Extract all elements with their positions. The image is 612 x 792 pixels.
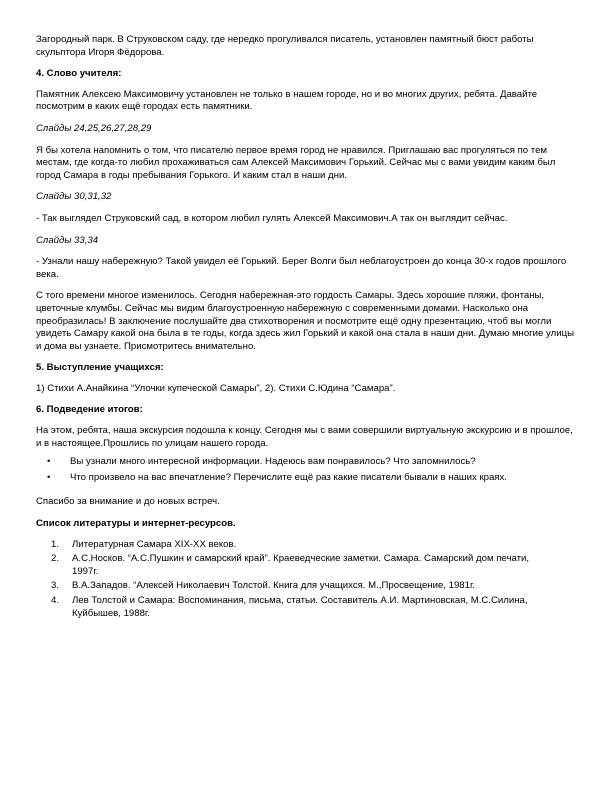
reference-item (51, 553, 576, 578)
reference-number: 2. (51, 553, 60, 565)
heading-references: Список литературы и интернет-ресурсов. (36, 518, 236, 530)
reference-number: 3. (51, 580, 60, 592)
reference-item (51, 538, 576, 552)
list-item-text: Что произвело на вас впечатление? Перечислите ещё раз какие писатели бывали в наших краях. (70, 471, 507, 483)
paragraph-park: Загородный парк. В Струковском саду, где нередко прогуливался писатель, установлен памятный бюст работы скульптора Игоря Фёдорова. (36, 34, 534, 58)
bullet-icon: • (47, 471, 51, 483)
reference-text: Лев Толстой и Самара: Воспоминания, письма, статьи. Составитель А.И. Мартиновская, М.С.Силина, Куйбышев, 1988г. (72, 595, 528, 619)
reference-list (36, 539, 576, 621)
paragraph-thanks: Спасибо за внимание и до новых встреч. (36, 496, 220, 508)
list-item (47, 471, 576, 485)
paragraph-conclusion: На этом, ребята, наша экскурсия подошла к концу. Сегодня мы с вами совершили виртуальную экскурсию и в прошлое, и в настоящее.Прошлись по улицам нашего города. (36, 425, 573, 449)
heading-summary: 6. Подведение итогов: (36, 404, 143, 416)
reference-text: А.С.Носков. “А.С.Пушкин и самарский край”. Краеведческие заметки. Самара. Самарский дом печати, 1997г. (72, 553, 529, 577)
reference-number: 1. (51, 538, 60, 550)
bullet-icon: • (47, 456, 51, 468)
list-item (47, 456, 576, 469)
reference-text: В.А.Западов. “Алексей Николаевич Толстой. Книга для учащихся. М.,Просвещение, 1981г. (72, 580, 475, 592)
list-item-text: Вы узнали много интересной информации. Надеюсь вам понравилось? Что запомнилось? (70, 456, 476, 468)
document-body (36, 34, 576, 622)
paragraph-walk: Я бы хотела напомнить о том, что писателю первое время город не нравился. Приглашаю вас прогуляться по тем местам, где когда-то любил прохаживаться сам Алексей Максимович Горький. Сейчас мы с вами увидим каким был город Самара в годы пребывания Горького. И каким стал в наши дни. (36, 144, 556, 181)
reference-item (51, 580, 576, 593)
paragraph-poems: 1) Стихи А.Анайкина “Улочки купеческой Самары”, 2). Стихи С.Юдина “Самара”. (36, 382, 396, 394)
slides-note-3: Слайды 33,34 (36, 234, 99, 246)
reference-text: Литературная Самара XIX-XX веков. (72, 538, 237, 550)
heading-teacher-word: 4. Слово учителя: (36, 68, 122, 80)
reference-number: 4. (51, 595, 60, 606)
slides-note-1: Слайды 24,25,26,27,28,29 (36, 122, 152, 134)
heading-student-performance: 5. Выступление учащихся: (36, 362, 164, 374)
question-list (36, 456, 576, 484)
paragraph-embankment: - Узнали нашу набережную? Такой увидел её Горький. Берег Волги был неблагоустроен до конца 30-х годов прошлого века. (36, 256, 567, 280)
slides-note-2: Слайды 30,31,32 (36, 191, 112, 203)
paragraph-garden: - Так выглядел Струковский сад, в котором любил гулять Алексей Максимович.А так он выглядит сейчас. (36, 212, 508, 224)
paragraph-changes: С того времени многое изменилось. Сегодня набережная-это гордость Самары. Здесь хорошие пляжи, фонтаны, цветочные клумбы. Сейчас мы видим благоустроенную набережную с современными домами. Насколько она преобразилась! В заключение послушайте два стихотворения и посмотрите ещё одну презентацию, чтоб вы могли увидеть Самару какой она была в те годы, когда здесь жил Горький и какой она стала в наши дни. Думаю многие улицы и дома вы узнаете. Присмотритесь внимательно. (36, 290, 574, 352)
reference-item (51, 595, 576, 620)
paragraph-monuments: Памятник Алексею Максимовичу установлен не только в нашем городе, но и во многих других, ребята. Давайте посмотрим в каких ещё городах есть памятники. (36, 88, 538, 113)
